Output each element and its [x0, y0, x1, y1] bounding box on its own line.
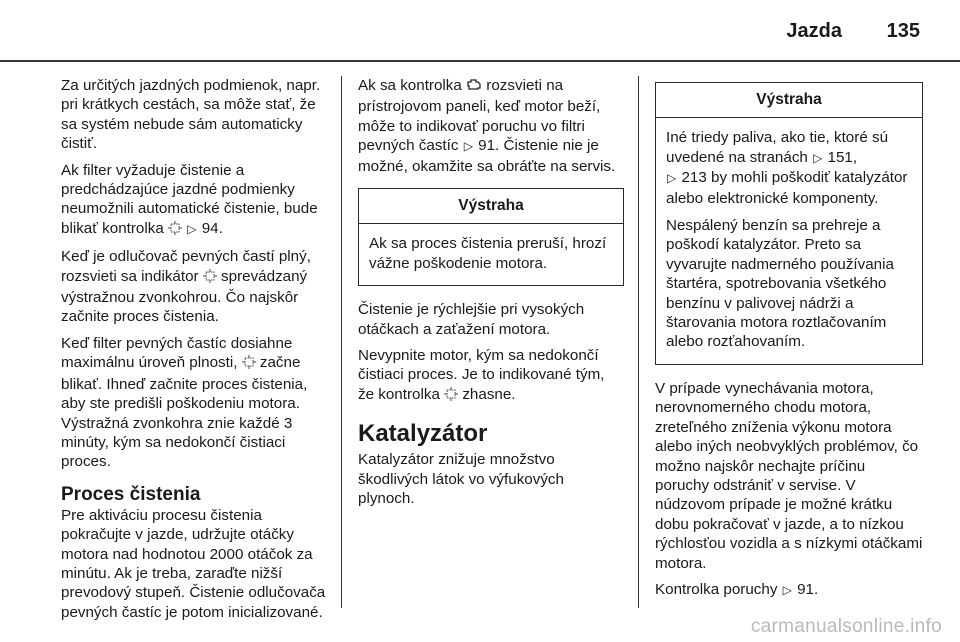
- paragraph: Ak filter vyžaduje čistenie a predchádzajúce jazdné podmienky neumožnili automatické čistenie, bude blikať kontrolka ▷ 94.: [61, 161, 329, 241]
- paragraph: Katalyzátor znižuje množstvo škodlivých látok vo výfukových plynoch.: [358, 451, 564, 508]
- column-divider: [638, 76, 639, 608]
- page-reference-icon: ▷: [813, 150, 823, 165]
- column-divider: [341, 76, 342, 608]
- particle-filter-icon: [242, 355, 256, 374]
- particle-filter-icon: [168, 221, 182, 240]
- page-number: 135: [886, 20, 920, 42]
- page-title: Jazda: [786, 20, 842, 42]
- column-3: [655, 76, 923, 607]
- warning-title: Výstraha: [656, 83, 922, 118]
- warning-text: Nespálený benzín sa prehreje a poškodí katalyzátor. Preto sa vyvarujte nadmerného používania štartéra, spotrebovania všetkého benzínu v palivovej nádrži a štarovania motora roztlačovaním alebo rozťahovaním.: [666, 217, 894, 351]
- warning-box: [358, 188, 624, 286]
- engine-check-icon: [466, 78, 482, 97]
- section-heading: Proces čistenia: [61, 483, 201, 505]
- paragraph: Ak sa kontrolka rozsvieti na prístrojovom paneli, keď motor beží, môže to indikovať poruchu vo filtri pevných častíc ▷ 91. Čistenie nie je možné, okamžite sa obráťte na servis.: [358, 77, 616, 175]
- page-reference-icon: ▷: [667, 171, 677, 186]
- column-1: [61, 76, 329, 629]
- page-header: [0, 0, 960, 62]
- column-2: [358, 76, 624, 516]
- particle-filter-icon: [444, 387, 458, 406]
- paragraph: Keď je odlučovač pevných častí plný, rozsvieti sa indikátor sprevádzaný výstražnou zvonkohrou. Čo najskôr začnite proces čistenia.: [61, 248, 311, 326]
- paragraph: Za určitých jazdných podmienok, napr. pri krátkych cestách, sa môže stať, že sa systém nebude sám automaticky čistiť.: [61, 77, 321, 153]
- warning-title: Výstraha: [359, 189, 623, 224]
- page-reference-icon: ▷: [782, 582, 792, 597]
- paragraph: Keď filter pevných častíc dosiahne maximálnu úroveň plnosti, začne blikať. Ihneď začnite proces čistenia, aby ste predišli poškodeniu motora. Výstražná zvonkohra znie každé 3 minúty, kým sa nedokončí čistiaci proces.: [61, 334, 308, 471]
- paragraph: Pre aktiváciu procesu čistenia pokračujte v jazde, udržujte otáčky motora nad hodnotou 2000 otáčok za minútu. Ak je treba, zaraďte nižší prevodový stupeň. Čistenie odlučovača pevných častíc je potom inicializované.: [61, 506, 326, 621]
- page-reference-icon: ▷: [463, 139, 473, 154]
- paragraph: Nevypnite motor, kým sa nedokončí čistiaci proces. Je to indikované tým, že kontrolka zhasne.: [358, 346, 624, 406]
- warning-text: Ak sa proces čistenia preruší, hrozí vážne poškodenie motora.: [369, 235, 607, 272]
- warning-text: Iné triedy paliva, ako tie, ktoré sú uvedené na stranách ▷ 151, ▷ 213 by mohli poškodiť katalyzátor alebo elektronické komponenty.: [666, 129, 908, 207]
- page-reference-icon: ▷: [187, 221, 197, 236]
- particle-filter-icon: [203, 269, 217, 288]
- paragraph: Kontrolka poruchy ▷ 91.: [655, 580, 923, 600]
- section-heading: Katalyzátor: [358, 420, 488, 448]
- warning-box: [655, 82, 923, 365]
- paragraph: Čistenie je rýchlejšie pri vysokých otáčkach a zaťažení motora.: [358, 301, 585, 338]
- watermark: carmanualsonline.info: [750, 616, 942, 637]
- paragraph: V prípade vynechávania motora, nerovnomerného chodu motora, zreteľného zníženia výkonu motora alebo iných neobvyklých problémov, čo možno najskôr nechajte príčinu poruchy odstrániť v servise. V núdzovom prípade je možné krátku dobu pokračovať v jazde, a to nízkou rýchlosťou vozidla a s nízkymi otáčkami motora.: [655, 379, 923, 572]
